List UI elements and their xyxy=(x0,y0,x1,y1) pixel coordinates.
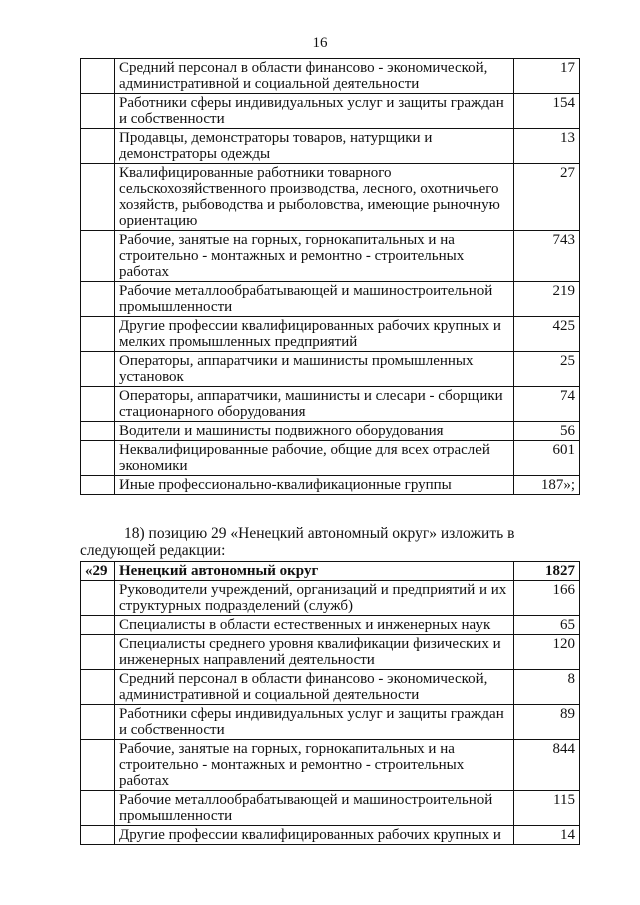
occupation-count: 8 xyxy=(514,670,580,705)
occupation-label: Рабочие металлообрабатывающей и машиностроительной промышленности xyxy=(115,791,514,826)
row-number xyxy=(81,635,115,670)
occupation-label: Специалисты в области естественных и инженерных наук xyxy=(115,616,514,635)
table-row xyxy=(81,635,580,670)
table-row xyxy=(81,670,580,705)
table-row xyxy=(81,94,580,129)
table-row xyxy=(81,791,580,826)
occupation-label: Специалисты среднего уровня квалификации физических и инженерных направлений деятельности xyxy=(115,635,514,670)
region-name: Ненецкий автономный округ xyxy=(115,562,514,581)
position-number: «29 xyxy=(81,562,115,581)
row-number xyxy=(81,581,115,616)
table-row xyxy=(81,476,580,495)
row-number xyxy=(81,826,115,845)
occupation-count: 115 xyxy=(514,791,580,826)
occupation-count: 844 xyxy=(514,740,580,791)
table-row xyxy=(81,387,580,422)
table-row xyxy=(81,705,580,740)
occupation-count: 154 xyxy=(514,94,580,129)
occupation-label: Другие профессии квалифицированных рабочих крупных и xyxy=(115,826,514,845)
occupation-label: Водители и машинисты подвижного оборудования xyxy=(115,422,514,441)
row-number xyxy=(81,94,115,129)
table-row xyxy=(81,231,580,282)
occupation-label: Средний персонал в области финансово - экономической, административной и социальной деятельности xyxy=(115,59,514,94)
occupation-label: Средний персонал в области финансово - экономической, административной и социальной деятельности xyxy=(115,670,514,705)
table-row xyxy=(81,317,580,352)
row-number xyxy=(81,352,115,387)
table-header-row xyxy=(81,562,580,581)
page-number: 16 xyxy=(312,35,328,51)
row-number xyxy=(81,282,115,317)
row-number xyxy=(81,705,115,740)
row-number xyxy=(81,740,115,791)
row-number xyxy=(81,129,115,164)
occupation-count: 14 xyxy=(514,826,580,845)
occupation-count: 187»; xyxy=(514,476,580,495)
occupation-label: Работники сферы индивидуальных услуг и защиты граждан и собственности xyxy=(115,705,514,740)
occupation-label: Рабочие, занятые на горных, горнокапитальных и на строительно - монтажных и ремонтно - строительных работах xyxy=(115,231,514,282)
occupation-label: Операторы, аппаратчики и машинисты промышленных установок xyxy=(115,352,514,387)
row-number xyxy=(81,231,115,282)
table-row xyxy=(81,129,580,164)
row-number xyxy=(81,616,115,635)
occupation-table-continued xyxy=(80,58,580,495)
row-number xyxy=(81,422,115,441)
occupation-label: Неквалифицированные рабочие, общие для всех отраслей экономики xyxy=(115,441,514,476)
occupation-count: 25 xyxy=(514,352,580,387)
table-row xyxy=(81,581,580,616)
occupation-count: 425 xyxy=(514,317,580,352)
occupation-label: Рабочие металлообрабатывающей и машиностроительной промышленности xyxy=(115,282,514,317)
occupation-count: 13 xyxy=(514,129,580,164)
table-row xyxy=(81,441,580,476)
row-number xyxy=(81,317,115,352)
occupation-count: 56 xyxy=(514,422,580,441)
occupation-count: 65 xyxy=(514,616,580,635)
occupation-count: 120 xyxy=(514,635,580,670)
occupation-count: 743 xyxy=(514,231,580,282)
row-number xyxy=(81,670,115,705)
occupation-label: Квалифицированные работники товарного сельскохозяйственного производства, лесного, охотничьего хозяйств, рыбоводства и рыболовства, имеющие рыночную ориентацию xyxy=(115,164,514,231)
nenets-okrug-table xyxy=(80,561,580,845)
row-number xyxy=(81,476,115,495)
occupation-label: Рабочие, занятые на горных, горнокапитальных и на строительно - монтажных и ремонтно - строительных работах xyxy=(115,740,514,791)
occupation-label: Работники сферы индивидуальных услуг и защиты граждан и собственности xyxy=(115,94,514,129)
amendment-paragraph: 18) позицию 29 «Ненецкий автономный округ» изложить в следующей редакции: xyxy=(80,525,515,559)
table-row xyxy=(81,282,580,317)
occupation-label: Другие профессии квалифицированных рабочих крупных и мелких промышленных предприятий xyxy=(115,317,514,352)
occupation-count: 166 xyxy=(514,581,580,616)
table-row xyxy=(81,616,580,635)
occupation-label: Операторы, аппаратчики, машинисты и слесари - сборщики стационарного оборудования xyxy=(115,387,514,422)
row-number xyxy=(81,387,115,422)
occupation-count: 219 xyxy=(514,282,580,317)
row-number xyxy=(81,164,115,231)
row-number xyxy=(81,441,115,476)
row-number xyxy=(81,791,115,826)
occupation-count: 27 xyxy=(514,164,580,231)
occupation-count: 74 xyxy=(514,387,580,422)
table-row xyxy=(81,740,580,791)
table-row xyxy=(81,422,580,441)
table-row xyxy=(81,826,580,845)
row-number xyxy=(81,59,115,94)
occupation-label: Продавцы, демонстраторы товаров, натурщики и демонстраторы одежды xyxy=(115,129,514,164)
table-row xyxy=(81,352,580,387)
table-row xyxy=(81,59,580,94)
occupation-count: 601 xyxy=(514,441,580,476)
region-total: 1827 xyxy=(514,562,580,581)
table-row xyxy=(81,164,580,231)
occupation-label: Иные профессионально-квалификационные группы xyxy=(115,476,514,495)
occupation-count: 17 xyxy=(514,59,580,94)
occupation-label: Руководители учреждений, организаций и предприятий и их структурных подразделений (служб) xyxy=(115,581,514,616)
occupation-count: 89 xyxy=(514,705,580,740)
